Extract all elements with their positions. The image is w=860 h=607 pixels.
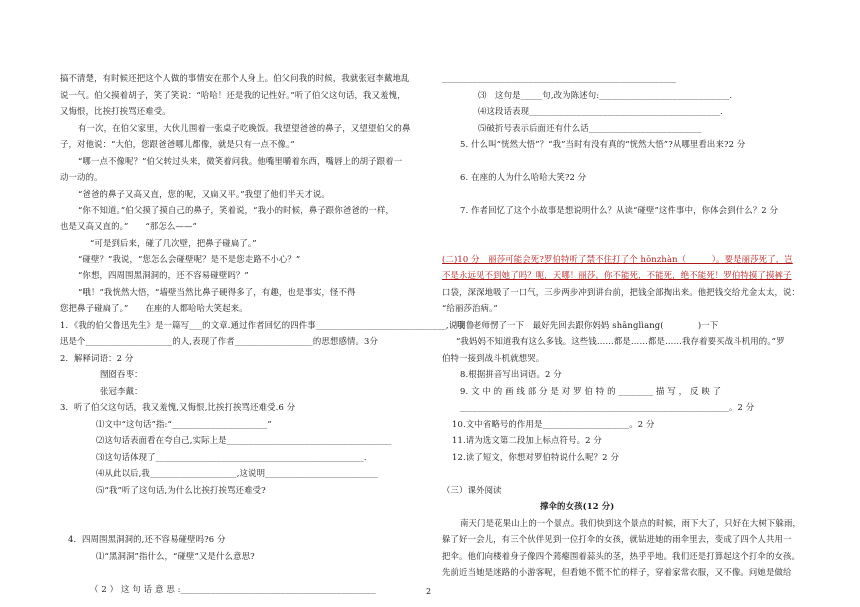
left-text-line: “哪一点不像呢？”伯父转过头来，微笑着问我。他嘴里嚼着东西，嘴唇上的胡子跟着一 [78, 156, 403, 166]
right-text-line: ⑷这段话表现____________________________________________. [478, 106, 723, 116]
right-text-line: ______________________________________________________________。2 分 [460, 402, 755, 412]
right-text-line: 7. 作者回忆了这个小故事是想说明什么？从读“碰壁”这件事中，你体会到什么？2 分 [460, 205, 779, 215]
right-text-line: 12.读了短文，你想对罗伯特说什么呢？2 分 [452, 452, 619, 462]
right-text-line: ⑶ 这句是_____句,改为陈述句:______________________________. [478, 90, 733, 100]
left-text-line: 迅是个____________________的人,表现了作者__________________的思想感情。3分 [60, 336, 379, 346]
page-number: 2 [426, 587, 432, 596]
left-text-line: “碰壁？”我说，“您怎么会碰壁呢？是不是您走路不小心？” [78, 254, 301, 264]
left-text-line: “哦！”我恍然大悟，“墙壁当然比鼻子硬得多了，有趣，也是事实，怪不得 [78, 287, 356, 297]
left-text-line: ⑷从此以后,我____________________,这说明__________________________ [96, 468, 378, 478]
right-text-line: 把伞。他们向楼着身子像四个蔫瘪围着蒜头的茎，热乎乎地。我们还是打算起这个打伞的女孩。 [442, 551, 801, 561]
left-text-line: “爸爸的鼻子又高又直，您的呢，又扁又平。”我望了他们半天才说。 [78, 189, 330, 199]
left-text-line: 说一气。伯父摸着胡子，笑了笑说：“哈哈！还是我的记性好。”听了伯父这句话，我又羞愧， [60, 90, 406, 100]
left-text-line: ⑸“我”听了这句话,为什么比挨打挨骂还难受? [96, 485, 266, 495]
right-text-line: 8.根据拼音写出词语。2 分 [460, 369, 562, 379]
right-text-line: 口袋，深深地吸了一口气，三步两步冲到讲台前，把钱全部掏出来。他把钱交给尤金太太，说： [442, 287, 801, 297]
right-text-line: 哦 老师愣了一下 最好先回去跟你妈妈 shānglìang( )一下 [456, 320, 719, 330]
left-text-line: 3．听了伯父这句话，我又羞愧,又悔恨,比挨打挨骂还难受.6 分 [60, 402, 296, 412]
left-text-line: 有一次，在伯父家里，大伙儿围着一张桌子吃晚饭。我望望爸爸的鼻子，又望望伯父的鼻 [78, 123, 411, 133]
right-text-line: “我妈妈不知道我有这么多钱。这些钱……都是……都是……我存着要买战斗机用的。”罗 [456, 336, 785, 346]
left-text-line: ⑵这句话表面看在夸自己,实际上是______________________________________ [96, 435, 392, 445]
right-text-line: 6. 在座的人为什么哈哈大笑?2 分 [460, 172, 587, 182]
right-text-line: 9. 文 中 的 画 线 部 分 是 对 罗 伯 特 的 ________ 描 写 ， 反 映 了 [460, 386, 722, 396]
left-text-line: 您把鼻子碰扁了。” 在座的人都哈哈大笑起来。 [60, 303, 248, 313]
right-text-line: （三）课外阅读 [442, 485, 502, 495]
right-text-line: 撑伞的女孩(12 分) [540, 501, 615, 511]
left-text-line: 子，对他说：“大伯，您跟爸爸哪儿都像，就是只有一点不像。” [60, 139, 295, 149]
left-text-line: 囫囵吞枣： [100, 369, 143, 379]
left-text-line: 又悔恨，比挨打挨骂还难受。 [60, 106, 171, 116]
left-text-line: 张冠李戴： [100, 386, 143, 396]
left-text-line: “可是到后来，碰了几次壁，把鼻子碰扁了。” [90, 238, 257, 248]
left-text-line: 动一动的。 [60, 172, 103, 182]
right-text-line: 11.请为选文第二段加上标点符号。2 分 [452, 435, 602, 445]
right-text-line: 5. 什么叫“恍然大悟”？“我”当时有没有真的“恍然大悟”?从哪里看出来?2 分 [460, 139, 746, 149]
left-text-line: 2．解释词语：2 分 [60, 353, 134, 363]
right-text-line: 10.文中省略号的作用是____________________。2 分 [452, 419, 655, 429]
right-text-line: 躲了好一会儿，有三个伙伴见到一位打伞的女孩，就钻进她的雨伞里去，变成了四个人共用一 [442, 534, 792, 544]
right-text-line: 伯特一接到战斗机就想哭。 [442, 353, 545, 363]
right-text-line: ⑸破折号表示后面还有什么话__________________________ [478, 123, 702, 133]
left-text-line: 4．四周围黑洞洞的,还不容易碰壁吗?6 分 [68, 534, 226, 544]
left-text-line: ⑶这句话体现了________________________________________________. [96, 452, 367, 462]
left-text-line: “你不知道。”伯父摸了摸自己的鼻子，笑着说，“我小的时候，鼻子跟你爸爸的一样， [78, 205, 394, 215]
left-text-line: ⑴“黑洞洞”指什么，“碰壁”又是什么意思? [96, 551, 255, 561]
right-text-line: (二)10 分 丽莎可能会死?罗伯特听了禁不住打了个 hōnzhàn（ ）。要是丽莎死了，岂 [442, 254, 793, 264]
left-text-line: ⑴文中“这句话”指:“______________________” [96, 419, 272, 429]
left-text-line: 也是又高又直的。” “那怎么——” [60, 221, 197, 231]
right-text-line: 南天门是花果山上的一个景点。我们快到这个景点的时候，雨下大了，只好在大树下躲雨， [460, 518, 801, 528]
right-text-line: 不是永远见不到她了吗？呃，天哪！丽莎，你不能死，不能死，绝不能死！罗伯特摸了摸裤子 [442, 270, 792, 280]
right-text-line: “给丽莎治病。” [442, 303, 498, 313]
left-text-line: “你想，四周围黑洞洞的，还不容易碰壁吗？” [78, 270, 249, 280]
right-text-line: ______________________________________________________ [442, 73, 677, 83]
right-text-line: 先前近当她是迷路的小游客呢，但看她不慌不忙的样子，穿着家常衣服，又不像。问她是做给 [442, 567, 792, 577]
left-text-line: （ 2 ） 这 句 话 意 思 :_____________________________________________ [90, 584, 376, 594]
left-text-line: 搞不清楚，有时候还把这个人做的事情安在那个人身上。伯父问我的时候，我就张冠李戴地乱 [60, 73, 410, 83]
left-text-line: 1．《我的伯父鲁迅先生》是一篇写___的文章.通过作者回忆的四件事______________________________,说明鲁 [60, 320, 475, 330]
